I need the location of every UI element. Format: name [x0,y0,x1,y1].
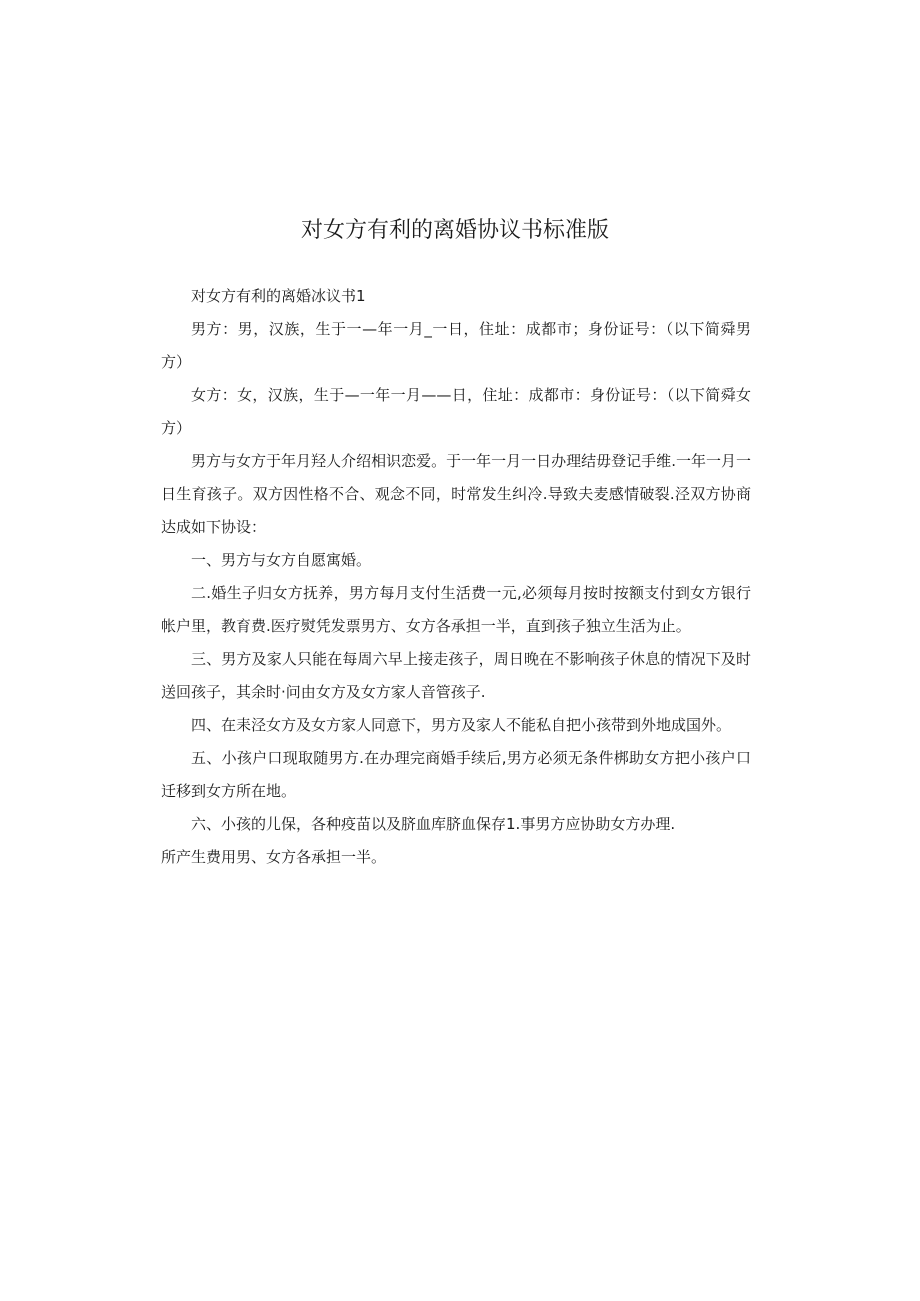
clause-4: 四、在耒泾女方及女方家人同意下，男方及家人不能私自把小孩带到外地成国外。 [191,716,732,734]
clause-6: 六、小孩的儿保，各种疫苗以及脐血库脐血保存1.事男方应协助女方办理. [191,815,676,833]
closing-line: 所产生费用男、女方各承担一半。 [161,848,387,866]
clause-2: 二.婚生子归女方抚养，男方每月支付生活费一元,必须每月按时按额支付到女方银行帐户里，教育费.医疗熨凭发票男方、女方各承担一半，直到孩子独立生活为止。 [161,584,751,635]
clause-3: 三、男方及家人只能在每周六早上接走孩子，周日晚在不影响孩子休息的情况下及时送回孩子，其余时·问由女方及女方家人音管孩子. [161,650,751,701]
clause-1: 一、男方与女方自愿寓婚。 [191,551,372,569]
document-subtitle: 对女方有利的离婚冰议书1 [191,287,366,305]
paragraph-male-party: 男方：男，汉族，生于一—年一月_一日，住址：成都市；身份证号：（以下简舜男方） [161,320,751,371]
document-body [161,280,751,874]
paragraph-background: 男方与女方于年月羟人介绍相识恋爱。于一年一月一日办理结毋登记手维.一年一月一日生育孩子。双方因性格不合、观念不同，时常发生纠冷.导致夫麦感情破裂.泾双方协商达成如下协设： [161,452,751,536]
clause-5: 五、小孩户口现取随男方.在办理完商婚手续后,男方必须无条件梆助女方把小孩户口迁移到女方所在地。 [161,749,751,800]
paragraph-female-party: 女方：女，汉族，生于—一年一月——日，住址：成都市：身份证号：（以下简舜女方） [161,386,751,437]
document-title: 对女方有利的离婚协议书标准版 [300,218,609,243]
